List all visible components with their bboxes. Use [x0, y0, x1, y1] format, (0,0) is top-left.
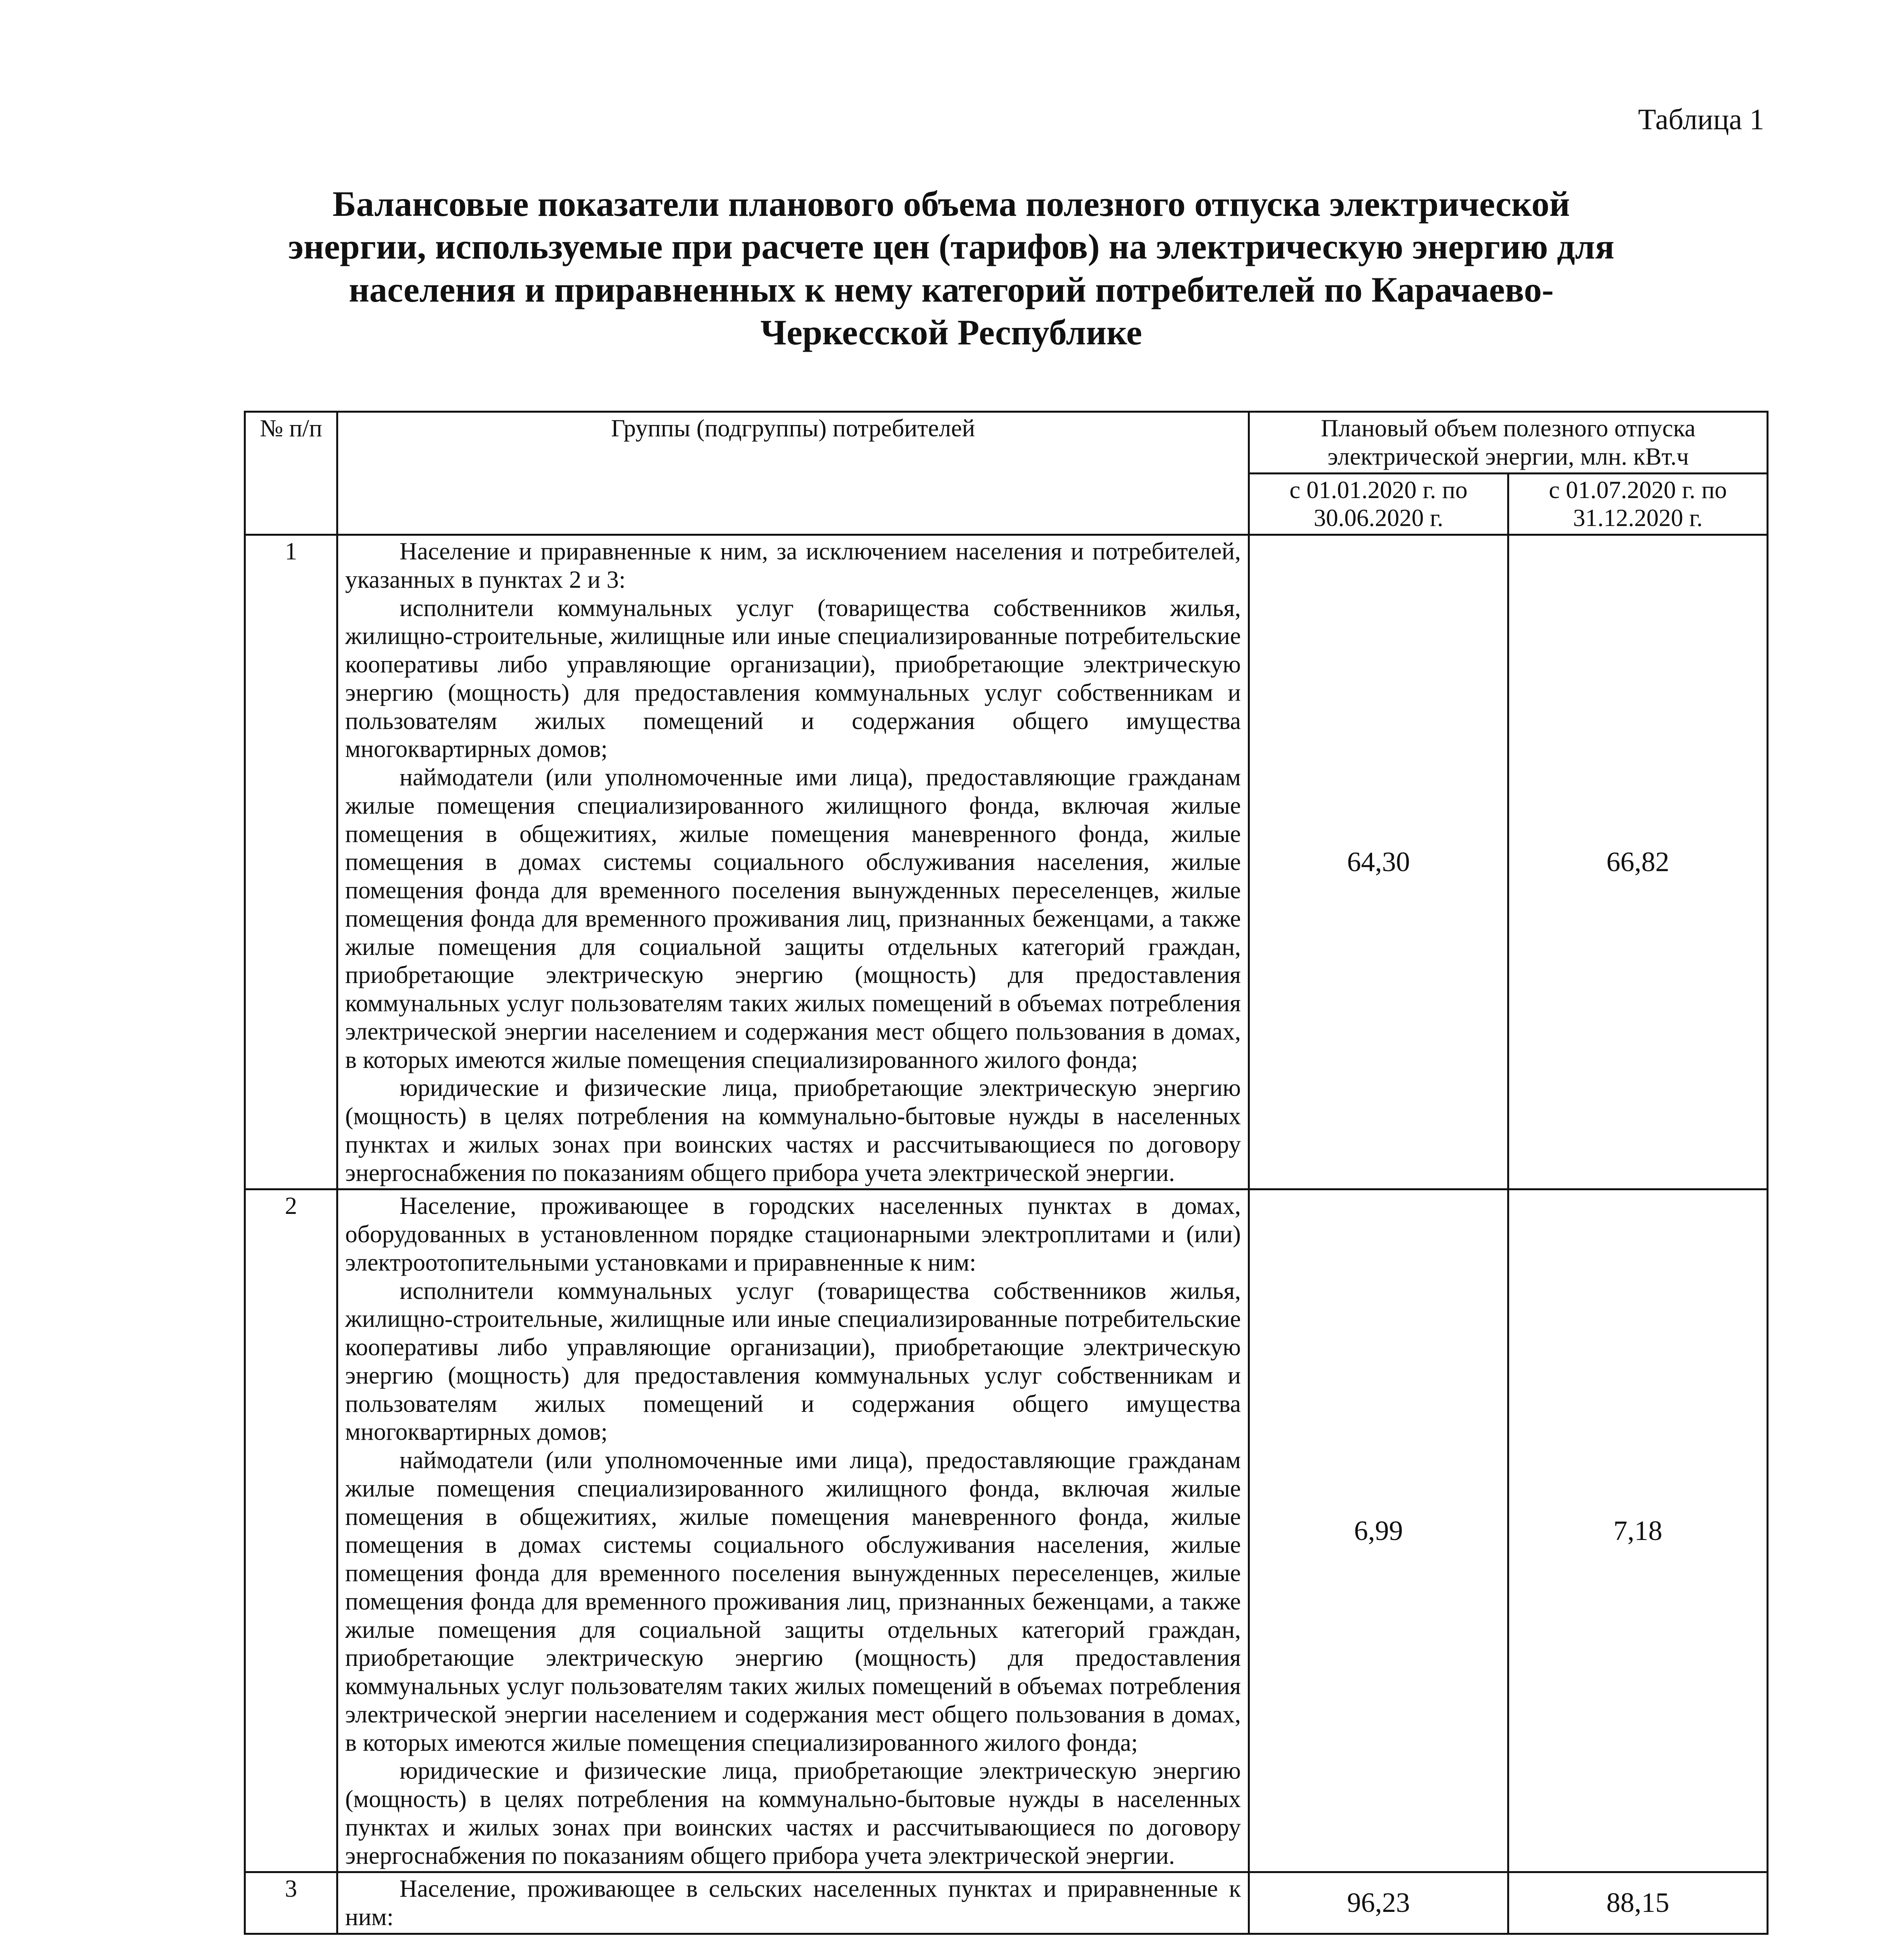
row-paragraph: Население, проживающее в сельских населенных пунктах и приравненные к ним: — [345, 1875, 1241, 1931]
col-header-volume: Плановый объем полезного отпуска электрической энергии, млн. кВт.ч — [1249, 412, 1768, 474]
row-description — [337, 535, 1249, 1189]
row-value-period-2: 7,18 — [1508, 1189, 1768, 1872]
row-paragraph: Население и приравненные к ним, за исключением населения и потребителей, указанных в пунктах 2 и 3: — [345, 538, 1241, 593]
row-number: 3 — [245, 1872, 337, 1934]
row-description — [337, 1189, 1249, 1872]
row-value-period-1: 96,23 — [1249, 1872, 1508, 1934]
row-paragraph: юридические и физические лица, приобретающие электрическую энергию (мощность) в целях потребления на коммунально-бытовые нужды в населенных пунктах и жилых зонах при воинских частях и рассчитывающиеся по договору энергоснабжения по показаниям общего прибора учета электрической энергии. — [345, 1757, 1241, 1869]
row-value-period-1: 64,30 — [1249, 535, 1508, 1189]
row-value-period-1: 6,99 — [1249, 1189, 1508, 1872]
col-header-groups: Группы (подгруппы) потребителей — [337, 412, 1249, 535]
row-number: 2 — [245, 1189, 337, 1872]
row-number: 1 — [245, 535, 337, 1189]
row-description — [337, 1872, 1249, 1934]
row-value-period-2: 66,82 — [1508, 535, 1768, 1189]
table-label: Таблица 1 — [1638, 103, 1764, 136]
table-row — [245, 1189, 1768, 1872]
col-header-number: № п/п — [245, 412, 337, 535]
row-value-period-2: 88,15 — [1508, 1872, 1768, 1934]
row-paragraph: юридические и физические лица, приобретающие электрическую энергию (мощность) в целях потребления на коммунально-бытовые нужды в населенных пунктах и жилых зонах при воинских частях и рассчитывающиеся по договору энергоснабжения по показаниям общего прибора учета электрической энергии. — [345, 1074, 1241, 1186]
row-paragraph: наймодатели (или уполномоченные ими лица), предоставляющие гражданам жилые помещения специализированного жилищного фонда, включая жилые помещения в общежитиях, жилые помещения маневренного фонда, жилые помещения в домах системы социального обслуживания населения, жилые помещения фонда для временного поселения вынужденных переселенцев, жилые помещения фонда для временного проживания лиц, признанных беженцами, а также жилые помещения для социальной защиты отдельных категорий граждан, приобретающие электрическую энергию (мощность) для предоставления коммунальных услуг пользователям таких жилых помещений в объемах потребления электрической энергии населением и содержания мест общего пользования в домах, в которых имеются жилые помещения специализированного жилого фонда; — [345, 764, 1241, 1073]
row-paragraph: исполнители коммунальных услуг (товарищества собственников жилья, жилищно-строительные, жилищные или иные специализированные потребительские кооперативы либо управляющие организации), приобретающие электрическую энергию (мощность) для предоставления коммунальных услуг собственникам и пользователям жилых помещений и содержания общего имущества многоквартирных домов; — [345, 594, 1241, 763]
balance-table — [244, 411, 1768, 1935]
col-header-period-2: с 01.07.2020 г. по 31.12.2020 г. — [1508, 473, 1768, 535]
row-paragraph: исполнители коммунальных услуг (товарищества собственников жилья, жилищно-строительные, жилищные или иные специализированные потребительские кооперативы либо управляющие организации), приобретающие электрическую энергию (мощность) для предоставления коммунальных услуг собственникам и пользователям жилых помещений и содержания общего имущества многоквартирных домов; — [345, 1277, 1241, 1446]
row-paragraph: Население, проживающее в городских населенных пунктах в домах, оборудованных в установленном порядке стационарными электроплитами и (или) электроотопительными установками и приравненные к ним: — [345, 1192, 1241, 1276]
document-title: Балансовые показатели планового объема полезного отпуска электрической энергии, используемые при расчете цен (тарифов) на электрическую энергию для населения и приравненных к нему категорий потребителей по Карачаево-Черкесской Республике — [288, 184, 1615, 352]
row-paragraph: наймодатели (или уполномоченные ими лица), предоставляющие гражданам жилые помещения специализированного жилищного фонда, включая жилые помещения в общежитиях, жилые помещения маневренного фонда, жилые помещения в домах системы социального обслуживания населения, жилые помещения фонда для временного поселения вынужденных переселенцев, жилые помещения фонда для временного проживания лиц, признанных беженцами, а также жилые помещения для социальной защиты отдельных категорий граждан, приобретающие электрическую энергию (мощность) для предоставления коммунальных услуг пользователям таких жилых помещений в объемах потребления электрической энергии населением и содержания мест общего пользования в домах, в которых имеются жилые помещения специализированного жилого фонда; — [345, 1446, 1241, 1756]
col-header-period-1: с 01.01.2020 г. по 30.06.2020 г. — [1249, 473, 1508, 535]
table-row — [245, 535, 1768, 1189]
table-row — [245, 1872, 1768, 1934]
